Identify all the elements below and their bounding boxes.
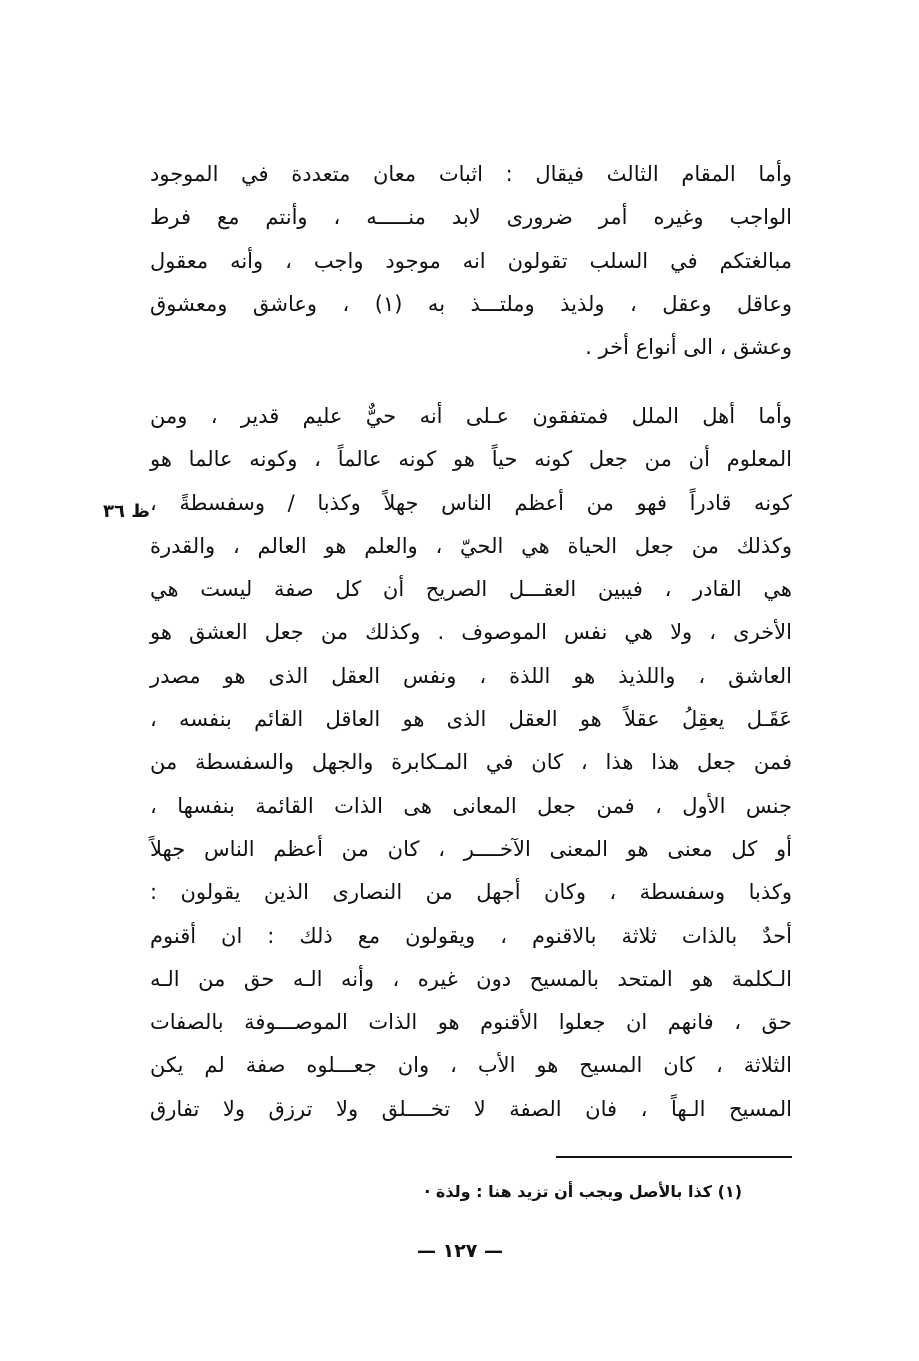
text-line: وكذبا وسفسطة ، وكان أجهل من النصارى الذين يقولون : [150, 880, 792, 905]
paragraph-1 [150, 153, 792, 369]
text-line: فمن جعل هذا هذا ، كان في المـكابرة والجهل والسفسطة من [150, 750, 792, 775]
text-line: هي القادر ، فيبين العقـــل الصريح أن كل صفة ليست هي [150, 577, 792, 602]
text-line: عَقَـل يعقِلُ عقلاً هو العقل الذى هو العاقل القائم بنفسه ، [150, 707, 792, 732]
text-line: وأما أهل الملل فمتفقون عـلى أنه حيٌّ عليم قدير ، ومن [150, 404, 792, 428]
text-line: المعلوم أن من جعل كونه حياً هو كونه عالماً ، وكونه عالما هو [150, 447, 792, 472]
text-line: العاشق ، واللذيذ هو اللذة ، ونفس العقل الذى هو مصدر [150, 663, 792, 688]
text-line: مبالغتكم في السلب تقولون انه موجود واجب ، وأنه معقول [150, 248, 792, 273]
manuscript-folio-marker: ظ ٣٦ [103, 501, 150, 522]
text-line: المسيح الـهاً ، فان الصفة لا تخــــلق ولا ترزق ولا تفارق [150, 1096, 792, 1121]
text-line: الثلاثة ، كان المسيح هو الأب ، وان جعـــلوه صفة لم يكن [150, 1053, 792, 1078]
text-line: وعشق ، الى أنواع أخر . [585, 335, 792, 360]
text-line: الواجب وغيره أمر ضرورى لابد منـــــه ، وأنتم مع فرط [150, 205, 792, 230]
page-number: — ١٢٧ — [416, 1240, 504, 1262]
paragraph-2 [150, 395, 792, 1131]
text-line: أحدٌ بالذات ثلاثة بالاقنوم ، ويقولون مع ذلك : ان أقنوم [150, 923, 792, 948]
footnote-divider [556, 1156, 792, 1158]
text-line: جنس الأول ، فمن جعل المعانى هى الذات القائمة بنفسها ، [150, 793, 792, 818]
text-line: كونه قادراً فهو من أعظم الناس جهلاً وكذبا / وسفسطةً ، [150, 490, 792, 515]
text-line: وعاقل وعقل ، ولذيذ وملتـــذ به (١) ، وعاشق ومعشوق [150, 291, 792, 316]
text-line: حق ، فانهم ان جعلوا الأقنوم هو الذات الموصـــوفة بالصفات [150, 1010, 792, 1035]
text-line: الـكلمة هو المتحد بالمسيح دون غيره ، وأنه الـه حق من الـه [150, 966, 792, 991]
text-line: الأخرى ، ولا هي نفس الموصوف . وكذلك من جعل العشق هو [150, 620, 792, 645]
text-line: أو كل معنى هو المعنى الآخــــر ، كان من أعظم الناس جهلاً [150, 836, 792, 861]
text-line: وكذلك من جعل الحياة هي الحيّ ، والعلم هو العالم ، والقدرة [150, 533, 792, 558]
text-line: وأما المقام الثالث فيقال : اثبات معان متعددة في الموجود [150, 162, 792, 186]
footnote: (١) كذا بالأصل ويجب أن تزيد هنا : ولذة · [424, 1182, 742, 1201]
